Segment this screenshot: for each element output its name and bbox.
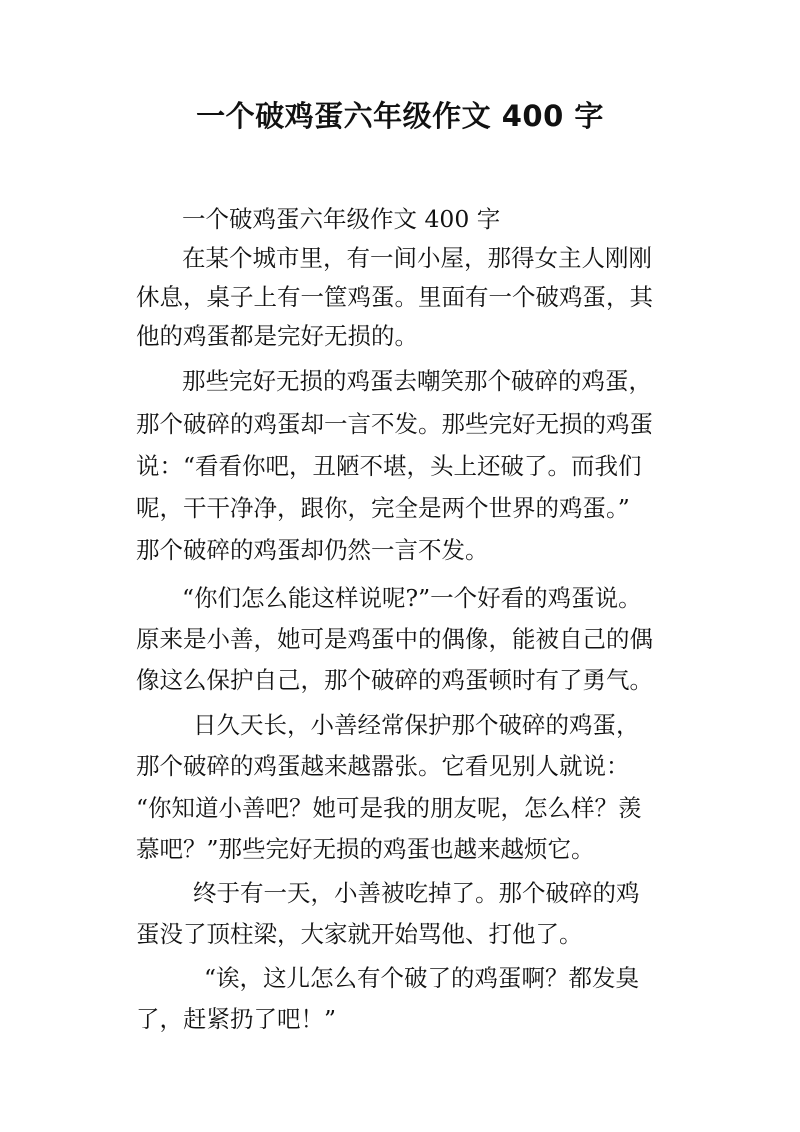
text-line: 休息，桌子上有一筐鸡蛋。里面有一个破鸡蛋，其 xyxy=(136,283,653,311)
text-line: 那些完好无损的鸡蛋去嘲笑那个破碎的鸡蛋， xyxy=(182,367,652,395)
text-line: 呢，干干净净，跟你，完全是两个世界的鸡蛋。” xyxy=(136,494,630,522)
text-line: 终于有一天，小善被吃掉了。那个破碎的鸡 xyxy=(193,879,640,907)
text-line: 日久天长，小善经常保护那个破碎的鸡蛋， xyxy=(193,711,640,739)
text-line: “你知道小善吧？她可是我的朋友呢，怎么样？羡 xyxy=(136,794,642,822)
text-line: 了，赶紧扔了吧！” xyxy=(136,1005,337,1033)
text-line: “诶，这儿怎么有个破了的鸡蛋啊？都发臭 xyxy=(204,964,640,992)
text-line: 那个破碎的鸡蛋越来越嚣张。它看见别人就说： xyxy=(136,752,630,780)
text-line: “你们怎么能这样说呢?”一个好看的鸡蛋说。 xyxy=(182,584,642,612)
text-line: 慕吧？”那些完好无损的鸡蛋也越来越烦它。 xyxy=(136,835,595,863)
text-line: 说：“看看你吧，丑陋不堪，头上还破了。而我们 xyxy=(136,452,642,480)
text-line: 一个破鸡蛋六年级作文 400 字 xyxy=(182,205,501,233)
page-title: 一个破鸡蛋六年级作文 400 字 xyxy=(196,99,604,133)
text-line: 在某个城市里，有一间小屋，那得女主人刚刚 xyxy=(182,244,652,272)
text-line: 他的鸡蛋都是完好无损的。 xyxy=(136,322,418,350)
text-line: 原来是小善，她可是鸡蛋中的偶像，能被自己的偶 xyxy=(136,625,653,653)
text-line: 那个破碎的鸡蛋却一言不发。那些完好无损的鸡蛋 xyxy=(136,410,653,438)
text-line: 像这么保护自己，那个破碎的鸡蛋顿时有了勇气。 xyxy=(136,666,653,694)
text-line: 那个破碎的鸡蛋却仍然一言不发。 xyxy=(136,536,489,564)
text-line: 蛋没了顶柱梁，大家就开始骂他、打他了。 xyxy=(136,920,583,948)
